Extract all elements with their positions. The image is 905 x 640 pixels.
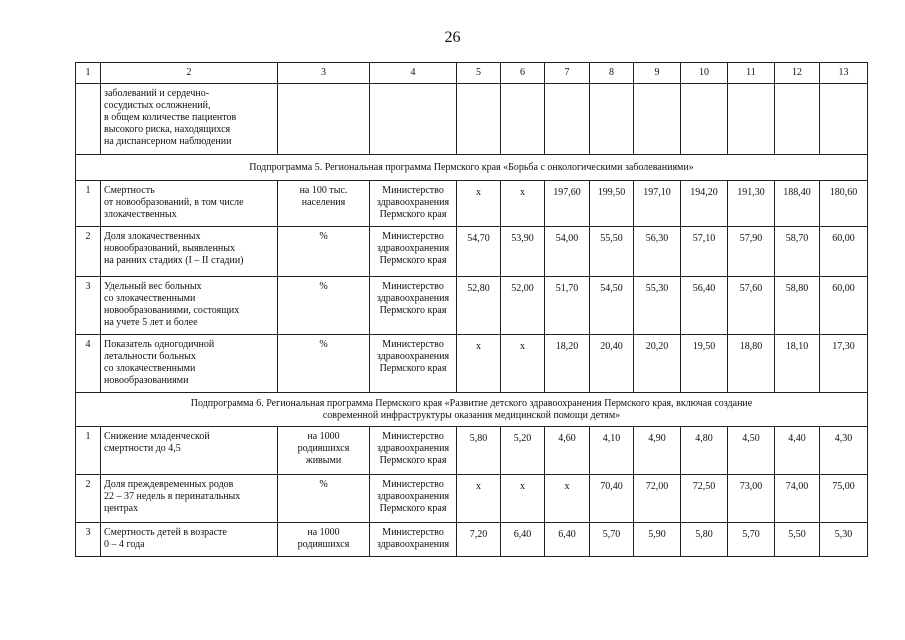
column-number-1: 1: [76, 63, 101, 84]
row-number: 3: [76, 277, 101, 335]
responsible-org: Министерство здравоохранения Пермского края: [370, 181, 457, 227]
indicator-row: [76, 523, 868, 557]
value-cell: 197,60: [545, 181, 590, 227]
value-cell: 19,50: [681, 335, 728, 393]
value-cell: 52,80: [457, 277, 501, 335]
value-cell: х: [457, 335, 501, 393]
subprogram-6-row: [76, 393, 868, 427]
column-number-10: 10: [681, 63, 728, 84]
value-cell: 56,40: [681, 277, 728, 335]
indicator-name: Снижение младенческой смертности до 4,5: [101, 427, 278, 475]
value-cell: 75,00: [820, 475, 868, 523]
indicator-row: [76, 427, 868, 475]
value-cell: 55,30: [634, 277, 681, 335]
indicators-table: [75, 62, 868, 557]
page-number: 26: [444, 29, 461, 46]
value-cell: 4,80: [681, 427, 728, 475]
column-number-4: 4: [370, 63, 457, 84]
value-cell: 6,40: [545, 523, 590, 557]
value-cell: 7,20: [457, 523, 501, 557]
value-cell: 55,50: [590, 227, 634, 277]
indicator-name: Доля злокачественных новообразований, выявленных на ранних стадиях (I – II стадии): [101, 227, 278, 277]
value-cell: 72,50: [681, 475, 728, 523]
value-cell: 54,70: [457, 227, 501, 277]
value-cell: 4,30: [820, 427, 868, 475]
unit-cell: %: [278, 335, 370, 393]
indicator-name: Доля преждевременных родов 22 – 37 недель в перинатальных центрах: [101, 475, 278, 523]
value-cell: 5,50: [775, 523, 820, 557]
column-numbers-row: [76, 63, 868, 84]
value-cell: 74,00: [775, 475, 820, 523]
value-cell: 60,00: [820, 277, 868, 335]
row-number: 4: [76, 335, 101, 393]
value-cell: х: [457, 475, 501, 523]
indicator-row: [76, 227, 868, 277]
indicator-name: Удельный вес больных со злокачественными новообразованиями, состоящих на учете 5 лет и более: [101, 277, 278, 335]
unit-cell: %: [278, 227, 370, 277]
value-cell: 180,60: [820, 181, 868, 227]
value-cell: 57,60: [728, 277, 775, 335]
value-cell: х: [501, 475, 545, 523]
unit-cell: на 1000 родившихся живыми: [278, 427, 370, 475]
value-cell: 5,80: [457, 427, 501, 475]
value-cell: 5,80: [681, 523, 728, 557]
value-cell: 52,00: [501, 277, 545, 335]
value-cell: 4,60: [545, 427, 590, 475]
value-cell: 51,70: [545, 277, 590, 335]
column-number-7: 7: [545, 63, 590, 84]
value-cell: 58,70: [775, 227, 820, 277]
column-number-2: 2: [101, 63, 278, 84]
row-number: 3: [76, 523, 101, 557]
indicator-row: [76, 277, 868, 335]
responsible-org: Министерство здравоохранения Пермского края: [370, 277, 457, 335]
value-cell: 4,10: [590, 427, 634, 475]
value-cell: 4,50: [728, 427, 775, 475]
value-cell: 60,00: [820, 227, 868, 277]
indicator-row: [76, 475, 868, 523]
value-cell: 199,50: [590, 181, 634, 227]
value-cell: 20,20: [634, 335, 681, 393]
value-cell: 18,10: [775, 335, 820, 393]
column-number-12: 12: [775, 63, 820, 84]
value-cell: 72,00: [634, 475, 681, 523]
value-cell: 188,40: [775, 181, 820, 227]
value-cell: 70,40: [590, 475, 634, 523]
unit-cell: на 1000 родившихся: [278, 523, 370, 557]
value-cell: 53,90: [501, 227, 545, 277]
responsible-org: Министерство здравоохранения Пермского края: [370, 475, 457, 523]
value-cell: 56,30: [634, 227, 681, 277]
value-cell: х: [545, 475, 590, 523]
column-number-13: 13: [820, 63, 868, 84]
value-cell: 4,40: [775, 427, 820, 475]
value-cell: 20,40: [590, 335, 634, 393]
value-cell: 5,70: [590, 523, 634, 557]
row-number: 1: [76, 427, 101, 475]
column-number-8: 8: [590, 63, 634, 84]
row-number: 2: [76, 227, 101, 277]
subprogram-5-title: Подпрограмма 5. Региональная программа Пермского края «Борьба с онкологическими заболеваниями»: [76, 155, 868, 181]
value-cell: 6,40: [501, 523, 545, 557]
responsible-org: Министерство здравоохранения Пермского края: [370, 427, 457, 475]
responsible-org: Министерство здравоохранения: [370, 523, 457, 557]
column-number-3: 3: [278, 63, 370, 84]
value-cell: 54,50: [590, 277, 634, 335]
column-number-9: 9: [634, 63, 681, 84]
value-cell: 18,80: [728, 335, 775, 393]
value-cell: 17,30: [820, 335, 868, 393]
value-cell: х: [501, 335, 545, 393]
unit-cell: на 100 тыс. населения: [278, 181, 370, 227]
value-cell: 194,20: [681, 181, 728, 227]
value-cell: 18,20: [545, 335, 590, 393]
value-cell: 5,90: [634, 523, 681, 557]
subprogram-5-row: [76, 155, 868, 181]
responsible-org: Министерство здравоохранения Пермского края: [370, 227, 457, 277]
unit-cell: %: [278, 475, 370, 523]
indicator-row: [76, 181, 868, 227]
responsible-org: Министерство здравоохранения Пермского края: [370, 335, 457, 393]
continuation-text: заболеваний и сердечно- сосудистых осложнений, в общем количестве пациентов высокого риска, находящихся на диспансерном наблюдении: [101, 84, 278, 155]
value-cell: 54,00: [545, 227, 590, 277]
value-cell: 5,20: [501, 427, 545, 475]
value-cell: 4,90: [634, 427, 681, 475]
indicator-name: Показатель одногодичной летальности больных со злокачественными новообразованиями: [101, 335, 278, 393]
value-cell: 57,90: [728, 227, 775, 277]
value-cell: 57,10: [681, 227, 728, 277]
unit-cell: %: [278, 277, 370, 335]
indicator-name: Смертность детей в возрасте 0 – 4 года: [101, 523, 278, 557]
indicator-row: [76, 335, 868, 393]
column-number-6: 6: [501, 63, 545, 84]
value-cell: 197,10: [634, 181, 681, 227]
value-cell: 58,80: [775, 277, 820, 335]
value-cell: х: [457, 181, 501, 227]
value-cell: 191,30: [728, 181, 775, 227]
value-cell: х: [501, 181, 545, 227]
value-cell: 73,00: [728, 475, 775, 523]
subprogram-6-title: Подпрограмма 6. Региональная программа Пермского края «Развитие детского здравоохранения Пермского края, включая создание современной инфраструктуры оказания медицинской помощи детям»: [76, 393, 868, 427]
column-number-11: 11: [728, 63, 775, 84]
value-cell: 5,30: [820, 523, 868, 557]
row-number: 2: [76, 475, 101, 523]
column-number-5: 5: [457, 63, 501, 84]
indicator-name: Смертность от новообразований, в том числе злокачественных: [101, 181, 278, 227]
continuation-row: [76, 84, 868, 155]
value-cell: 5,70: [728, 523, 775, 557]
row-number: 1: [76, 181, 101, 227]
